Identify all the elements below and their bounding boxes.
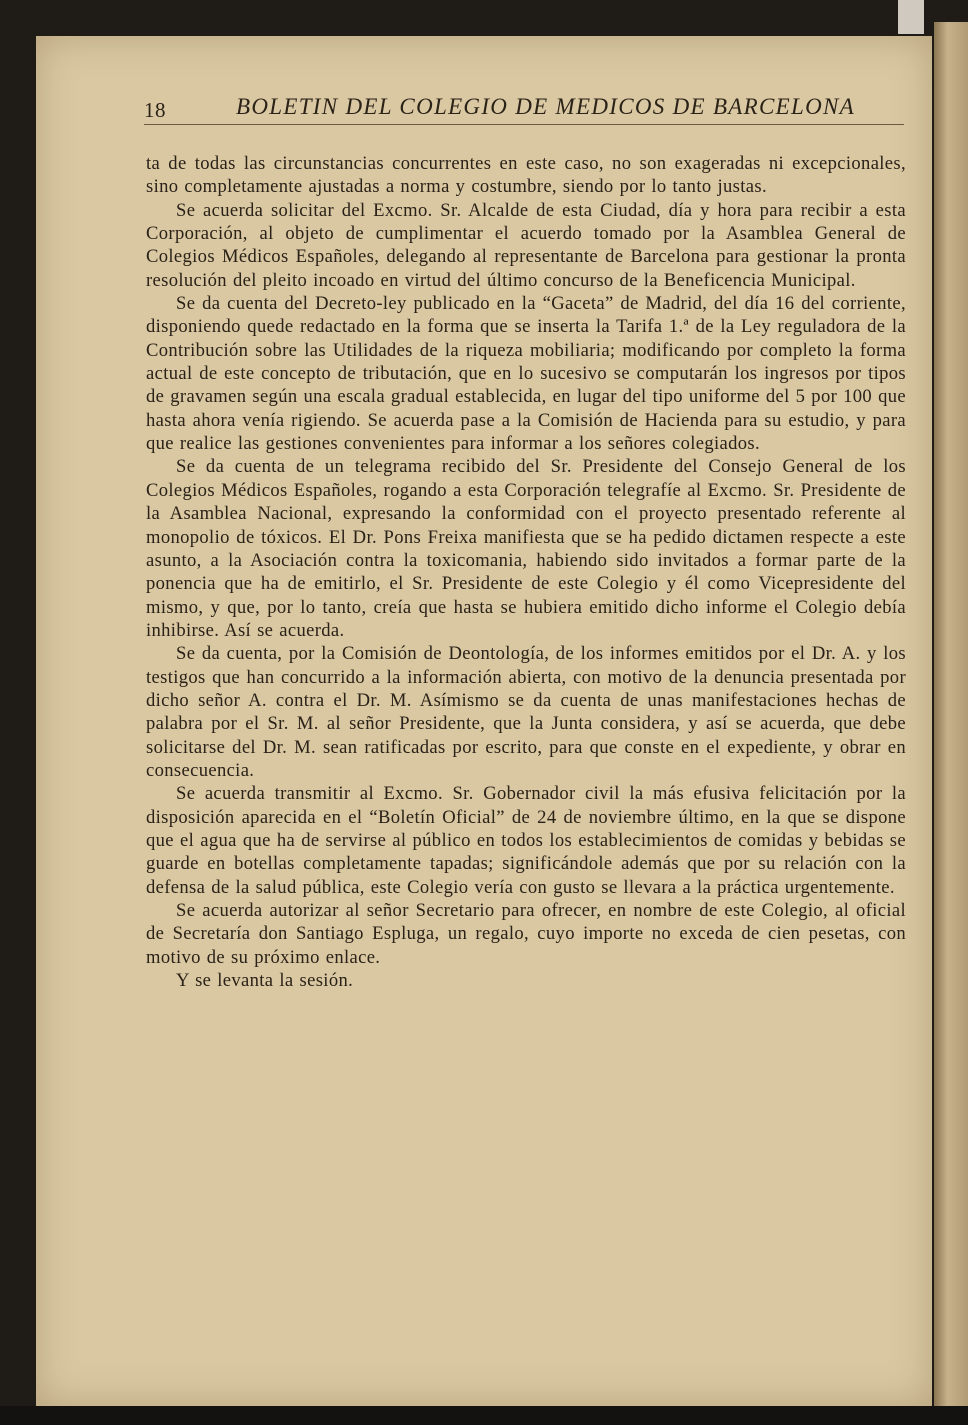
paragraph-4: Se da cuenta de un telegrama recibido del Sr. Presidente del Consejo General de los Colegios Médicos Españoles, rogando a esta Corporación telegrafíe al Excmo. Sr. Presidente de la Asamblea Nacional, expresando la conformidad con el proyecto presentado referente al monopolio de tóxicos. El Dr. Pons Freixa manifiesta que se ha pedido dictamen respecte a este asunto, a la Asociación contra la toxicomania, habiendo sido invitados a formar parte de la ponencia que ha de emitirlo, el Sr. Presidente de este Colegio y él como Vicepresidente del mismo, y que, por lo tanto, creía que hasta se hubiera emitido dicho informe el Colegio debía inhibirse. Así se acuerda. <box>146 456 906 641</box>
page-header <box>144 92 904 126</box>
paragraph-7: Se acuerda autorizar al señor Secretario para ofrecer, en nombre de este Colegio, al oficial de Secretaría don Santiago Espluga, un regalo, cuyo importe no exceda de cien pesetas, con motivo de su próximo enlace. <box>146 900 906 968</box>
paragraph-5: Se da cuenta, por la Comisión de Deontología, de los informes emitidos por el Dr. A. y los testigos que han concurrido a la información abierta, con motivo de la denuncia presentada por dicho señor A. contra el Dr. M. Asímismo se da cuenta de unas manifestaciones hechas de palabra por el Sr. M. al señor Presidente, que la Junta considera, y así se acuerda, que debe solicitarse del Dr. M. sean ratificadas por escrito, para que conste en el expediente, y obrar en consecuencia. <box>146 643 906 781</box>
body-text <box>146 152 906 992</box>
paragraph-8: Y se levanta la sesión. <box>176 970 354 992</box>
paragraph-6: Se acuerda transmitir al Excmo. Sr. Gobernador civil la más efusiva felicitación por la disposición aparecida en el “Boletín Oficial” de 24 de noviembre último, en la que se dispone que el agua que ha de servirse al público en todos los establecimientos de comidas y bebidas se guarde en botellas completamente tapadas; significándole además que por su relación con la defensa de la salud pública, este Colegio vería con gusto se llevara a la práctica urgentemente. <box>146 783 906 898</box>
paragraph-2: Se acuerda solicitar del Excmo. Sr. Alcalde de esta Ciudad, día y hora para recibir a esta Corporación, al objeto de cumplimentar el acuerdo tomado por la Asamblea General de Colegios Médicos Españoles, delegando al representante de Barcelona para gestionar la pronta resolución del pleito incoado en virtud del último concurso de la Beneficencia Municipal. <box>146 199 906 291</box>
scan-bottom-border <box>0 1406 968 1425</box>
running-title: BOLETIN DEL COLEGIO DE MEDICOS DE BARCELONA <box>236 94 855 119</box>
scan-corner-mark <box>898 0 924 34</box>
paragraph-1: ta de todas las circunstancias concurrentes en este caso, no son exageradas ni excepcionales, sino completamente ajustadas a norma y costumbre, siendo por lo tanto justas. <box>146 153 906 198</box>
header-rule <box>144 124 904 125</box>
page-number: 18 <box>144 98 166 122</box>
paragraph-3: Se da cuenta del Decreto-ley publicado en la “Gaceta” de Madrid, del día 16 del corriente, disponiendo quede redactado en la forma que se inserta la Tarifa 1.ª de la Ley reguladora de la Contribución sobre las Utilidades de la riqueza mobiliaria; modificando por completo la forma actual de este concepto de tributación, que en lo sucesivo se computarán los ingresos por tipos de gravamen según una escala gradual establecida, en lugar del tipo uniforme del 5 por 100 que hasta ahora venía rigiendo. Se acuerda pase a la Comisión de Hacienda para su estudio, y para que realice las gestiones convenientes para informar a los señores colegiados. <box>146 293 906 455</box>
adjacent-page-edge <box>934 22 968 1408</box>
